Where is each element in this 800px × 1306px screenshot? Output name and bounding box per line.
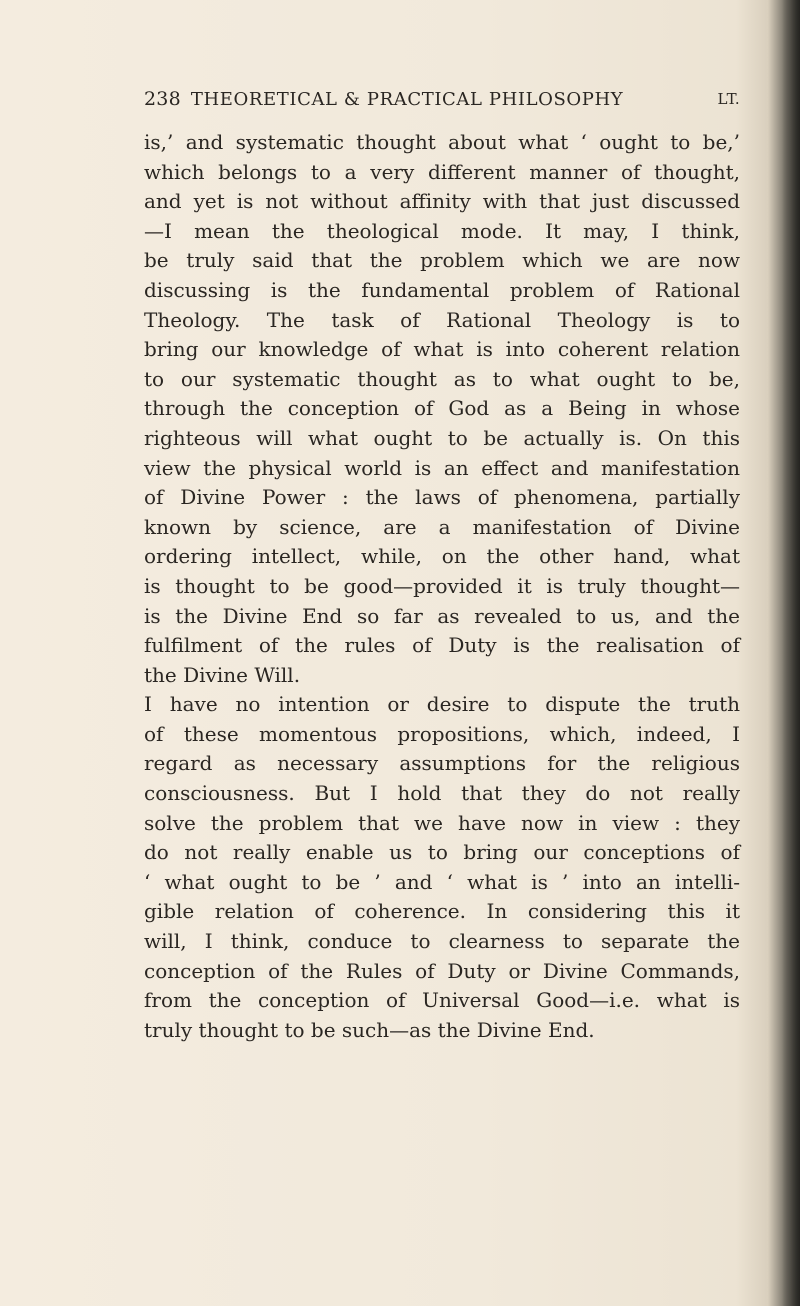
text-line: truly thought to be such—as the Divine End. [144,1017,595,1042]
text-line: to our systematic thought as to what ought to be, [144,366,740,391]
text-line: Theology. The task of Rational Theology is to [144,307,740,332]
text-line: through the conception of God as a Being in whose [144,396,740,421]
text-line: of Divine Power : the laws of phenomena, partially [144,485,740,510]
text-line: will, I think, conduce to clearness to separate the [144,929,740,954]
text-line: bring our knowledge of what is into coherent relation [144,337,740,362]
text-line: regard as necessary assumptions for the religious [144,751,740,776]
text-line: conception of the Rules of Duty or Divine Commands, [144,958,740,983]
text-line: solve the problem that we have now in view : they [144,810,740,835]
text-line: consciousness. But I hold that they do not really [144,781,740,806]
running-header [144,84,740,114]
running-title: THEORETICAL & PRACTICAL PHILOSOPHY [190,88,624,110]
text-line: of these momentous propositions, which, indeed, I [144,721,740,746]
text-line: do not really enable us to bring our conceptions of [144,840,740,865]
page-number: 238 [144,88,181,110]
text-line: is,’ and systematic thought about what ‘ ought to be,’ [144,130,740,154]
text-line: gible relation of coherence. In considering this it [144,899,740,924]
text-line: —I mean the theological mode. It may, I think, [144,218,740,243]
text-line: view the physical world is an effect and manifestation [144,455,740,480]
text-line: discussing is the fundamental problem of Rational [144,277,740,302]
book-binding-edge [782,0,800,1306]
section-mark: LT. [717,90,740,108]
text-line: righteous will what ought to be actually is. On this [144,425,740,450]
text-line: ordering intellect, while, on the other hand, what [144,544,740,569]
text-line: the Divine Will. [144,662,301,687]
text-line: is the Divine End so far as revealed to us, and the [144,603,740,628]
text-line: which belongs to a very different manner of thought, [144,159,740,184]
text-line: ‘ what ought to be ’ and ‘ what is ’ into an intelli- [144,869,740,894]
text-line: I have no intention or desire to dispute the truth [144,692,740,717]
text-line: and yet is not without affinity with that just discussed [144,189,740,214]
text-line: from the conception of Universal Good—i.e. what is [144,988,740,1013]
body-text [144,128,740,1045]
text-line: fulfilment of the rules of Duty is the realisation of [144,633,740,658]
text-line: be truly said that the problem which we are now [144,248,740,273]
text-line: is thought to be good—provided it is truly thought— [144,573,740,598]
text-line: known by science, are a manifestation of Divine [144,514,740,539]
